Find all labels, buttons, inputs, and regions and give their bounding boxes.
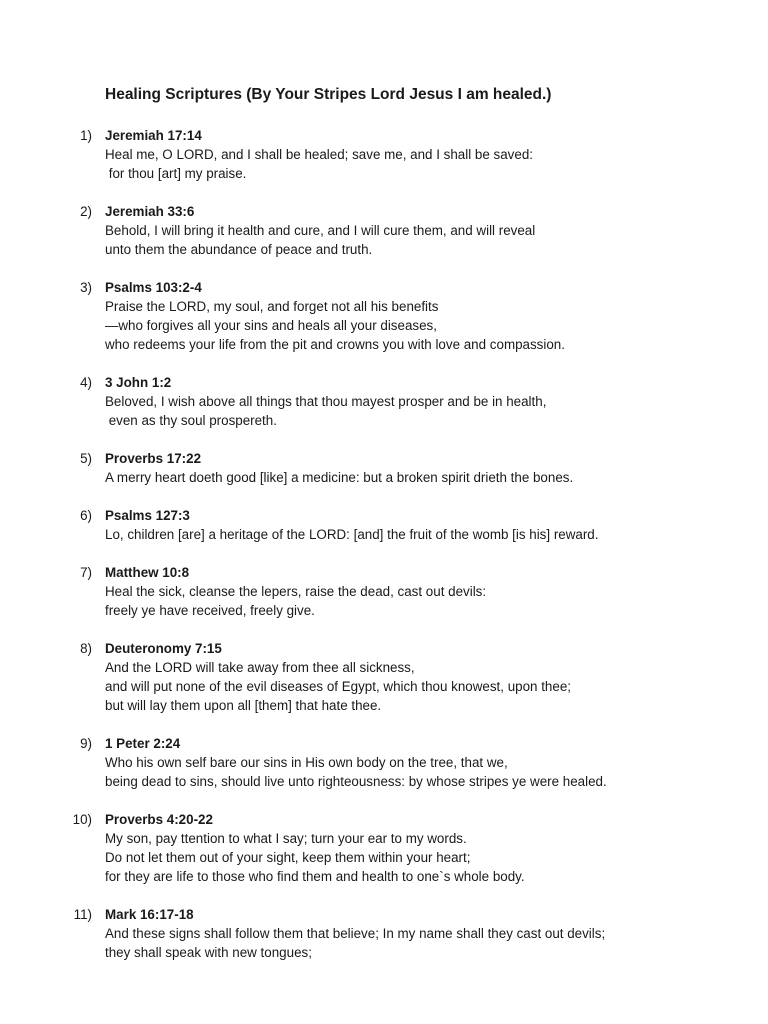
verse-line: A merry heart doeth good [like] a medicine: but a broken spirit drieth the bones. <box>105 470 574 485</box>
entry-number: 10) <box>72 812 92 827</box>
scripture-entry <box>0 373 768 430</box>
entry-number: 2) <box>80 204 92 219</box>
entry-number: 9) <box>80 736 92 751</box>
scripture-entry <box>0 202 768 259</box>
verse-line: but will lay them upon all [them] that hate thee. <box>105 698 382 713</box>
entry-number: 7) <box>80 565 92 580</box>
verse-line: being dead to sins, should live unto righteousness: by whose stripes ye were healed. <box>105 774 607 789</box>
verse-line: and will put none of the evil diseases of Egypt, which thou knowest, upon thee; <box>105 679 571 694</box>
entry-body <box>105 202 768 259</box>
scripture-reference: Mark 16:17-18 <box>105 907 194 922</box>
verse-line: And the LORD will take away from thee all sickness, <box>105 660 415 675</box>
scripture-entry <box>0 449 768 487</box>
entry-number: 5) <box>80 451 92 466</box>
scripture-entry <box>0 734 768 791</box>
scripture-reference: Proverbs 17:22 <box>105 451 202 466</box>
verse-line: And these signs shall follow them that believe; In my name shall they cast out devils; <box>105 926 606 941</box>
scripture-entry <box>0 126 768 183</box>
scripture-reference: 1 Peter 2:24 <box>105 736 181 751</box>
entry-body <box>105 278 768 354</box>
verse-line: even as thy soul prospereth. <box>105 413 277 428</box>
verse-line: unto them the abundance of peace and truth. <box>105 242 373 257</box>
entry-body <box>105 449 768 487</box>
entry-number: 4) <box>80 375 92 390</box>
scripture-entry <box>0 278 768 354</box>
verse-line: Heal the sick, cleanse the lepers, raise the dead, cast out devils: <box>105 584 487 599</box>
scripture-reference: Jeremiah 33:6 <box>105 204 195 219</box>
scripture-reference: Jeremiah 17:14 <box>105 128 202 143</box>
entry-number: 1) <box>80 128 92 143</box>
scripture-list <box>0 126 768 981</box>
entry-body <box>105 506 768 544</box>
scripture-reference: Psalms 103:2-4 <box>105 280 202 295</box>
entry-number: 11) <box>73 907 92 922</box>
entry-body <box>105 734 768 791</box>
verse-line: they shall speak with new tongues; <box>105 945 312 960</box>
verse-line: Praise the LORD, my soul, and forget not all his benefits <box>105 299 439 314</box>
entry-body <box>105 639 768 715</box>
scripture-entry <box>0 810 768 886</box>
verse-line: Lo, children [are] a heritage of the LORD: [and] the fruit of the womb [is his] reward. <box>105 527 599 542</box>
entry-number: 3) <box>80 280 92 295</box>
scripture-reference: Psalms 127:3 <box>105 508 190 523</box>
verse-line: freely ye have received, freely give. <box>105 603 315 618</box>
verse-line: Heal me, O LORD, and I shall be healed; save me, and I shall be saved: <box>105 147 533 162</box>
scripture-reference: 3 John 1:2 <box>105 375 172 390</box>
scripture-entry <box>0 905 768 962</box>
verse-line: Behold, I will bring it health and cure, and I will cure them, and will reveal <box>105 223 536 238</box>
verse-line: Beloved, I wish above all things that thou mayest prosper and be in health, <box>105 394 547 409</box>
verse-line: for thou [art] my praise. <box>105 166 247 181</box>
entry-body <box>105 126 768 183</box>
verse-line: —who forgives all your sins and heals all your diseases, <box>105 318 437 333</box>
entry-body <box>105 905 768 962</box>
scripture-reference: Matthew 10:8 <box>105 565 190 580</box>
entry-body <box>105 373 768 430</box>
scripture-entry <box>0 506 768 544</box>
entry-body <box>105 563 768 620</box>
document-title: Healing Scriptures (By Your Stripes Lord Jesus I am healed.) <box>105 86 552 103</box>
entry-number: 8) <box>80 641 92 656</box>
scripture-entry <box>0 639 768 715</box>
scripture-entry <box>0 563 768 620</box>
scripture-reference: Deuteronomy 7:15 <box>105 641 222 656</box>
scripture-reference: Proverbs 4:20-22 <box>105 812 213 827</box>
entry-body <box>105 810 768 886</box>
verse-line: My son, pay ttention to what I say; turn your ear to my words. <box>105 831 467 846</box>
verse-line: Do not let them out of your sight, keep them within your heart; <box>105 850 471 865</box>
entry-number: 6) <box>80 508 92 523</box>
verse-line: who redeems your life from the pit and crowns you with love and compassion. <box>105 337 565 352</box>
verse-line: Who his own self bare our sins in His own body on the tree, that we, <box>105 755 508 770</box>
verse-line: for they are life to those who find them and health to one`s whole body. <box>105 869 525 884</box>
